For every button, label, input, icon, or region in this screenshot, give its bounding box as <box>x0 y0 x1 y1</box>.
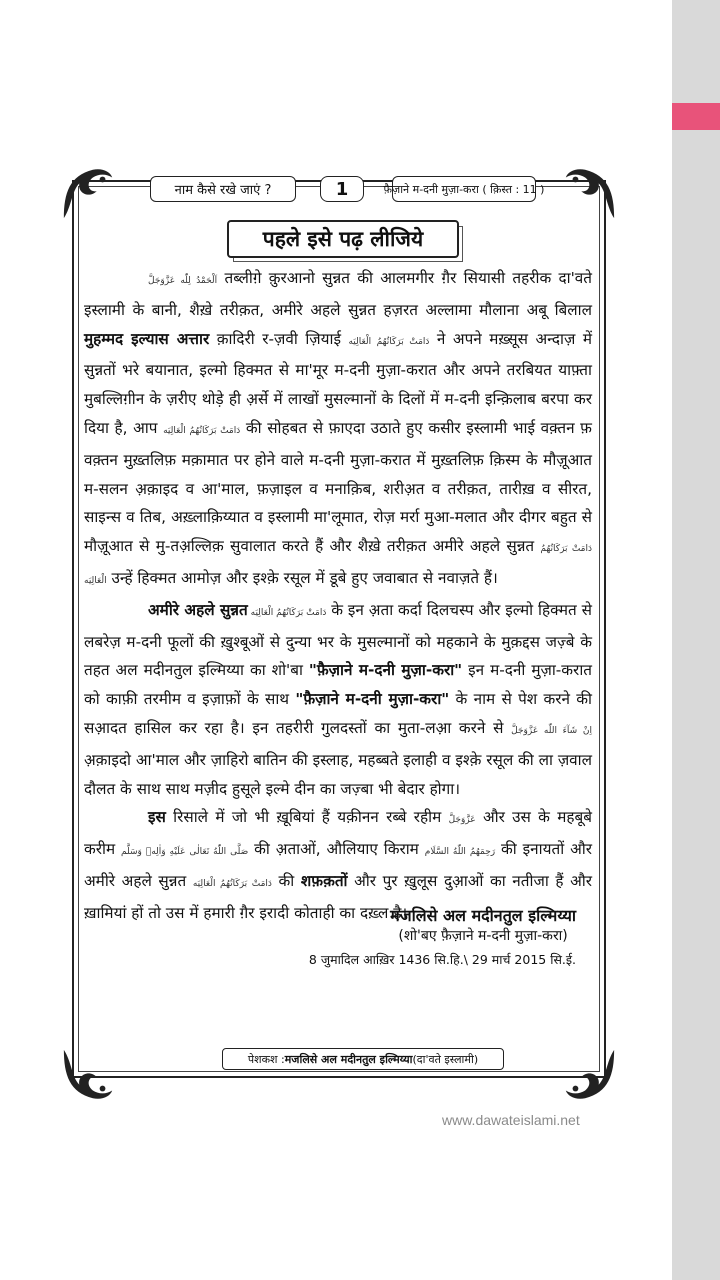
footer-publisher: मजलिसे अल मदीनतुल इल्मिय्या <box>284 1052 413 1066</box>
arabic-dua: اَلْحَمْدُ لِلّٰه عَزَّوَجَلَّ <box>148 276 218 286</box>
arabic-dua: صَلَّى اللّٰهُ تَعَالٰى عَلَيْهِ وَاٰلِهٖ وَسَلَّم <box>121 847 249 858</box>
floral-corner-icon <box>60 1046 118 1104</box>
paragraph-1 <box>84 264 592 596</box>
arabic-dua: عَزَّوَجَلَّ <box>448 815 476 826</box>
arabic-dua: دَامَتْ بَرَكَاتُهُمُ الْعَالِيَه <box>247 607 327 618</box>
text-run: उन्हें हिक्मत आमोज़ और इश्क़े रसूल में डूबे हुए जवाबात से नवाज़ते हैं। <box>106 568 498 587</box>
series-name-bold: "फ़ैज़ाने म-दनी मुज़ा-करा" <box>308 661 463 680</box>
text-run: की अ़ताओं, औलियाए किराम <box>248 840 425 859</box>
arabic-dua: اِنْ شَآءَ اللّٰه عَزَّوَجَلَّ <box>511 725 592 736</box>
text-run: क़ादिरी र-ज़वी ज़ियाई <box>209 329 349 348</box>
page-title: पहले इसे पढ़ लीजिये <box>227 220 459 258</box>
series-name-bold: "फ़ैज़ाने म-दनी मुज़ा-करा" <box>295 690 450 709</box>
arabic-dua: دَامَتْ بَرَكَاتُهُمُ الْعَالِيَه <box>84 544 592 586</box>
text-run: इन म-दनी मुज़ा-करात को काफ़ी तरमीम व इज़ाफ़ों के साथ <box>84 661 592 709</box>
name-bold: मुहम्मद इल्यास अत्तार <box>84 329 210 348</box>
body-text <box>84 264 592 928</box>
footer-suffix: (दा'वते इस्लामी) <box>412 1052 479 1066</box>
text-run: और पुर ख़ुलूस दुआ़ओं का नतीजा हैं और ख़ामियां हों तो उस में हमारी ग़ैर इरादी कोताही का दख़्ल है। <box>84 871 593 922</box>
text-run: रिसाले में जो भी ख़ूबियां हैं यक़ीनन रब्बे रहीम <box>165 808 449 827</box>
text-run: की इनायतों और अमीरे अहले सुन्नत <box>84 840 593 890</box>
footer-presenter <box>222 1048 504 1070</box>
arabic-dua: دَامَتْ بَرَكَاتُهُمُ الْعَالِيَه <box>348 336 430 347</box>
scrollbar-thumb[interactable] <box>672 103 720 130</box>
signature-organization: मजलिसे अल मदीनतुल इल्मिय्या <box>390 906 576 925</box>
footer-label: पेशकश : <box>247 1052 285 1066</box>
text-run: तब्लीग़े क़ुरआनो सुन्नत की आलमगीर ग़ैर सियासी तहरीक दा'वते इस्लामी के बानी, शैखे़ तरीक़त, अमीरे अहले सुन्नत हज़रत अल्लामा मौलाना अबू बिलाल <box>84 269 593 319</box>
text-run: ने अपने मख़्सूस अन्दाज़ में सुन्नतों भरे बयानात, इल्मो हिक्मत से मा'मूर म-दनी मुज़ा-करात और अपने तरबियत याफ़्ता मुबल्लिग़ीन के ज़रीए थोड़े ही अ़र्से में लाखों मुसल्मानों के दिलों में म-दनी इन्क़िलाब बरपा कर दिया है, आप <box>84 329 592 437</box>
floral-corner-icon <box>60 164 118 222</box>
text-run: के इन अ़ता कर्दा दिलचस्प और इल्मो हिक्मत से लबरेज़ म-दनी फूलों की ख़ुश्बूओं से दुन्या भर के मुसल्मानों को महकाने के मुक़द्दस जज़्बे के तहत अल मदीनतुल इल्मिय्या का शो'बा <box>84 600 592 680</box>
signature-department: (शो'बए फ़ैज़ाने म-दनी मुज़ा-करा) <box>398 928 568 944</box>
signature-date: 8 जुमादिल आख़िर 1436 सि.हि.\ 29 मार्च 2015 सि.ई. <box>308 952 576 967</box>
text-run: की सोहबत से फ़ाएदा उठाते हुए कसीर इस्लामी भाई वक़्तन फ़ वक़्तन मुख़्तलिफ़ मक़ामात पर होने वाले म-दनी मुज़ा-करात में मुख़्तलिफ़ क़िस्म के मौज़ूआत म-सलन अ़क़ाइद व आ'माल, फ़ज़ाइल व मनाक़िब, शरीअ़त व तरीक़त, तारीख़ व सीरत, साइन्स व तिब, अख़्लाक़िय्यात व इस्लामी मा'लूमात, रोज़ मर्रा मुआ-मलात और दीगर बहुत से मौज़ूआत से मु-तअ़ल्लिक़ सुवालात करते हैं और शैखे़ तरीक़त अमीरे अहले सुन्नत <box>84 418 592 556</box>
page-number: 1 <box>320 176 364 202</box>
website-link[interactable]: www.dawateislami.net <box>442 1112 580 1128</box>
paragraph-2 <box>84 596 592 804</box>
arabic-dua: رَحِمَهُمُ اللّٰهُ السَّلَام <box>424 847 496 858</box>
text-run: के नाम से पेश करने की सआ़दत हासिल कर रहा है। इन तहरीरी गुलदस्तों का मुता-लआ़ करने से <box>84 690 592 737</box>
scrollbar-track[interactable] <box>672 0 720 1280</box>
text-run: की <box>271 871 301 890</box>
text-run: और उस के महबूबे करीम <box>84 808 592 859</box>
name-bold: अमीरे अहले सुन्नत <box>148 600 248 619</box>
signature-block <box>390 904 576 945</box>
floral-corner-icon <box>560 1046 618 1104</box>
floral-corner-icon <box>560 164 618 222</box>
word-bold: शफ़क़तों <box>300 871 348 890</box>
document-page <box>62 168 616 1098</box>
word-bold: इस <box>148 808 166 827</box>
text-run: अ़क़ाइदो आ'माल और ज़ाहिरो बातिन की इस्लाह, महब्बते इलाही व इश्क़े रसूल की ला ज़वाल दौलत के साथ साथ मज़ीद हुसूले इल्मे दीन का जज़्बा भी बेदार होगा। <box>84 750 593 798</box>
arabic-dua: دَامَتْ بَرَكَاتُهُمُ الْعَالِيَه <box>192 878 272 889</box>
arabic-dua: دَامَتْ بَرَكَاتُهُمُ الْعَالِيَه <box>163 425 241 436</box>
header-chapter-label: नाम कैसे रखे जाएं ? <box>150 176 296 202</box>
header-book-label: फ़ैज़ाने म-दनी मुज़ा-करा ( क़िस्त : 11 ) <box>392 176 536 202</box>
